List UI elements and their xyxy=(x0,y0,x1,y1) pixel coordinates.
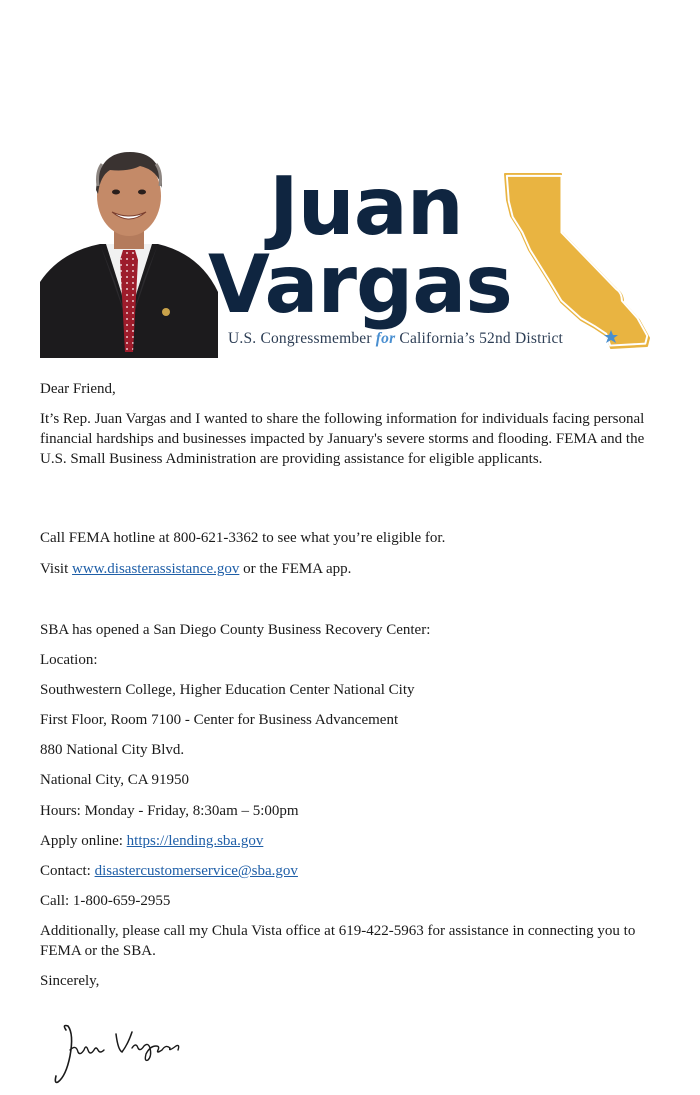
header-banner xyxy=(40,142,660,360)
apply-prefix: Apply online: xyxy=(40,833,127,849)
call-line: Call: 1-800-659-2955 xyxy=(40,893,171,909)
logo-first-name: Juan xyxy=(269,160,463,253)
visit-suffix: or the FEMA app. xyxy=(239,561,352,577)
location-line-4: National City, CA 91950 xyxy=(40,772,190,788)
visit-prefix: Visit xyxy=(40,561,73,577)
greeting: Dear Friend, xyxy=(40,381,116,397)
tagline-part1: U.S. Congressmember xyxy=(228,330,376,347)
visit-line xyxy=(40,559,665,579)
logo-tagline xyxy=(228,330,563,348)
california-map-icon xyxy=(499,170,659,352)
logo-last-name: Vargas xyxy=(208,238,512,331)
closing: Sincerely, xyxy=(40,973,100,989)
hours: Hours: Monday - Friday, 8:30am – 5:00pm xyxy=(40,803,299,819)
lending-sba-link[interactable]: https://lending.sba.gov xyxy=(126,833,264,849)
location-line-2: First Floor, Room 7100 - Center for Business Advancement xyxy=(40,712,399,728)
intro-paragraph: It’s Rep. Juan Vargas and I wanted to share the following information for individuals facing personal financial hardships and businesses impacted by January's severe storms and flooding. FEMA and the U.S. Small Business Administration are providing assistance for eligible applicants. xyxy=(40,411,645,467)
location-label: Location: xyxy=(40,652,98,668)
additionally-paragraph: Additionally, please call my Chula Vista office at 619-422-5963 for assistance in connecting you to FEMA or the SBA. xyxy=(40,923,636,959)
location-line-1: Southwestern College, Higher Education Center National City xyxy=(40,682,415,698)
handwritten-signature xyxy=(52,1020,192,1086)
contact-prefix: Contact: xyxy=(40,863,95,879)
congressman-photo xyxy=(40,142,218,358)
apply-line xyxy=(40,831,665,851)
contact-line xyxy=(40,861,665,881)
disasterassistance-link[interactable]: www.disasterassistance.gov xyxy=(72,561,240,577)
location-line-3: 880 National City Blvd. xyxy=(40,742,185,758)
portrait-illustration xyxy=(40,142,218,358)
sba-opened: SBA has opened a San Diego County Business Recovery Center: xyxy=(40,622,431,638)
tagline-for: for xyxy=(375,330,396,347)
fema-hotline: Call FEMA hotline at 800-621-3362 to see what you’re eligible for. xyxy=(40,530,446,546)
tagline-part2: California’s 52nd District xyxy=(395,330,564,347)
contact-email-link[interactable]: disastercustomerservice@sba.gov xyxy=(94,863,298,879)
